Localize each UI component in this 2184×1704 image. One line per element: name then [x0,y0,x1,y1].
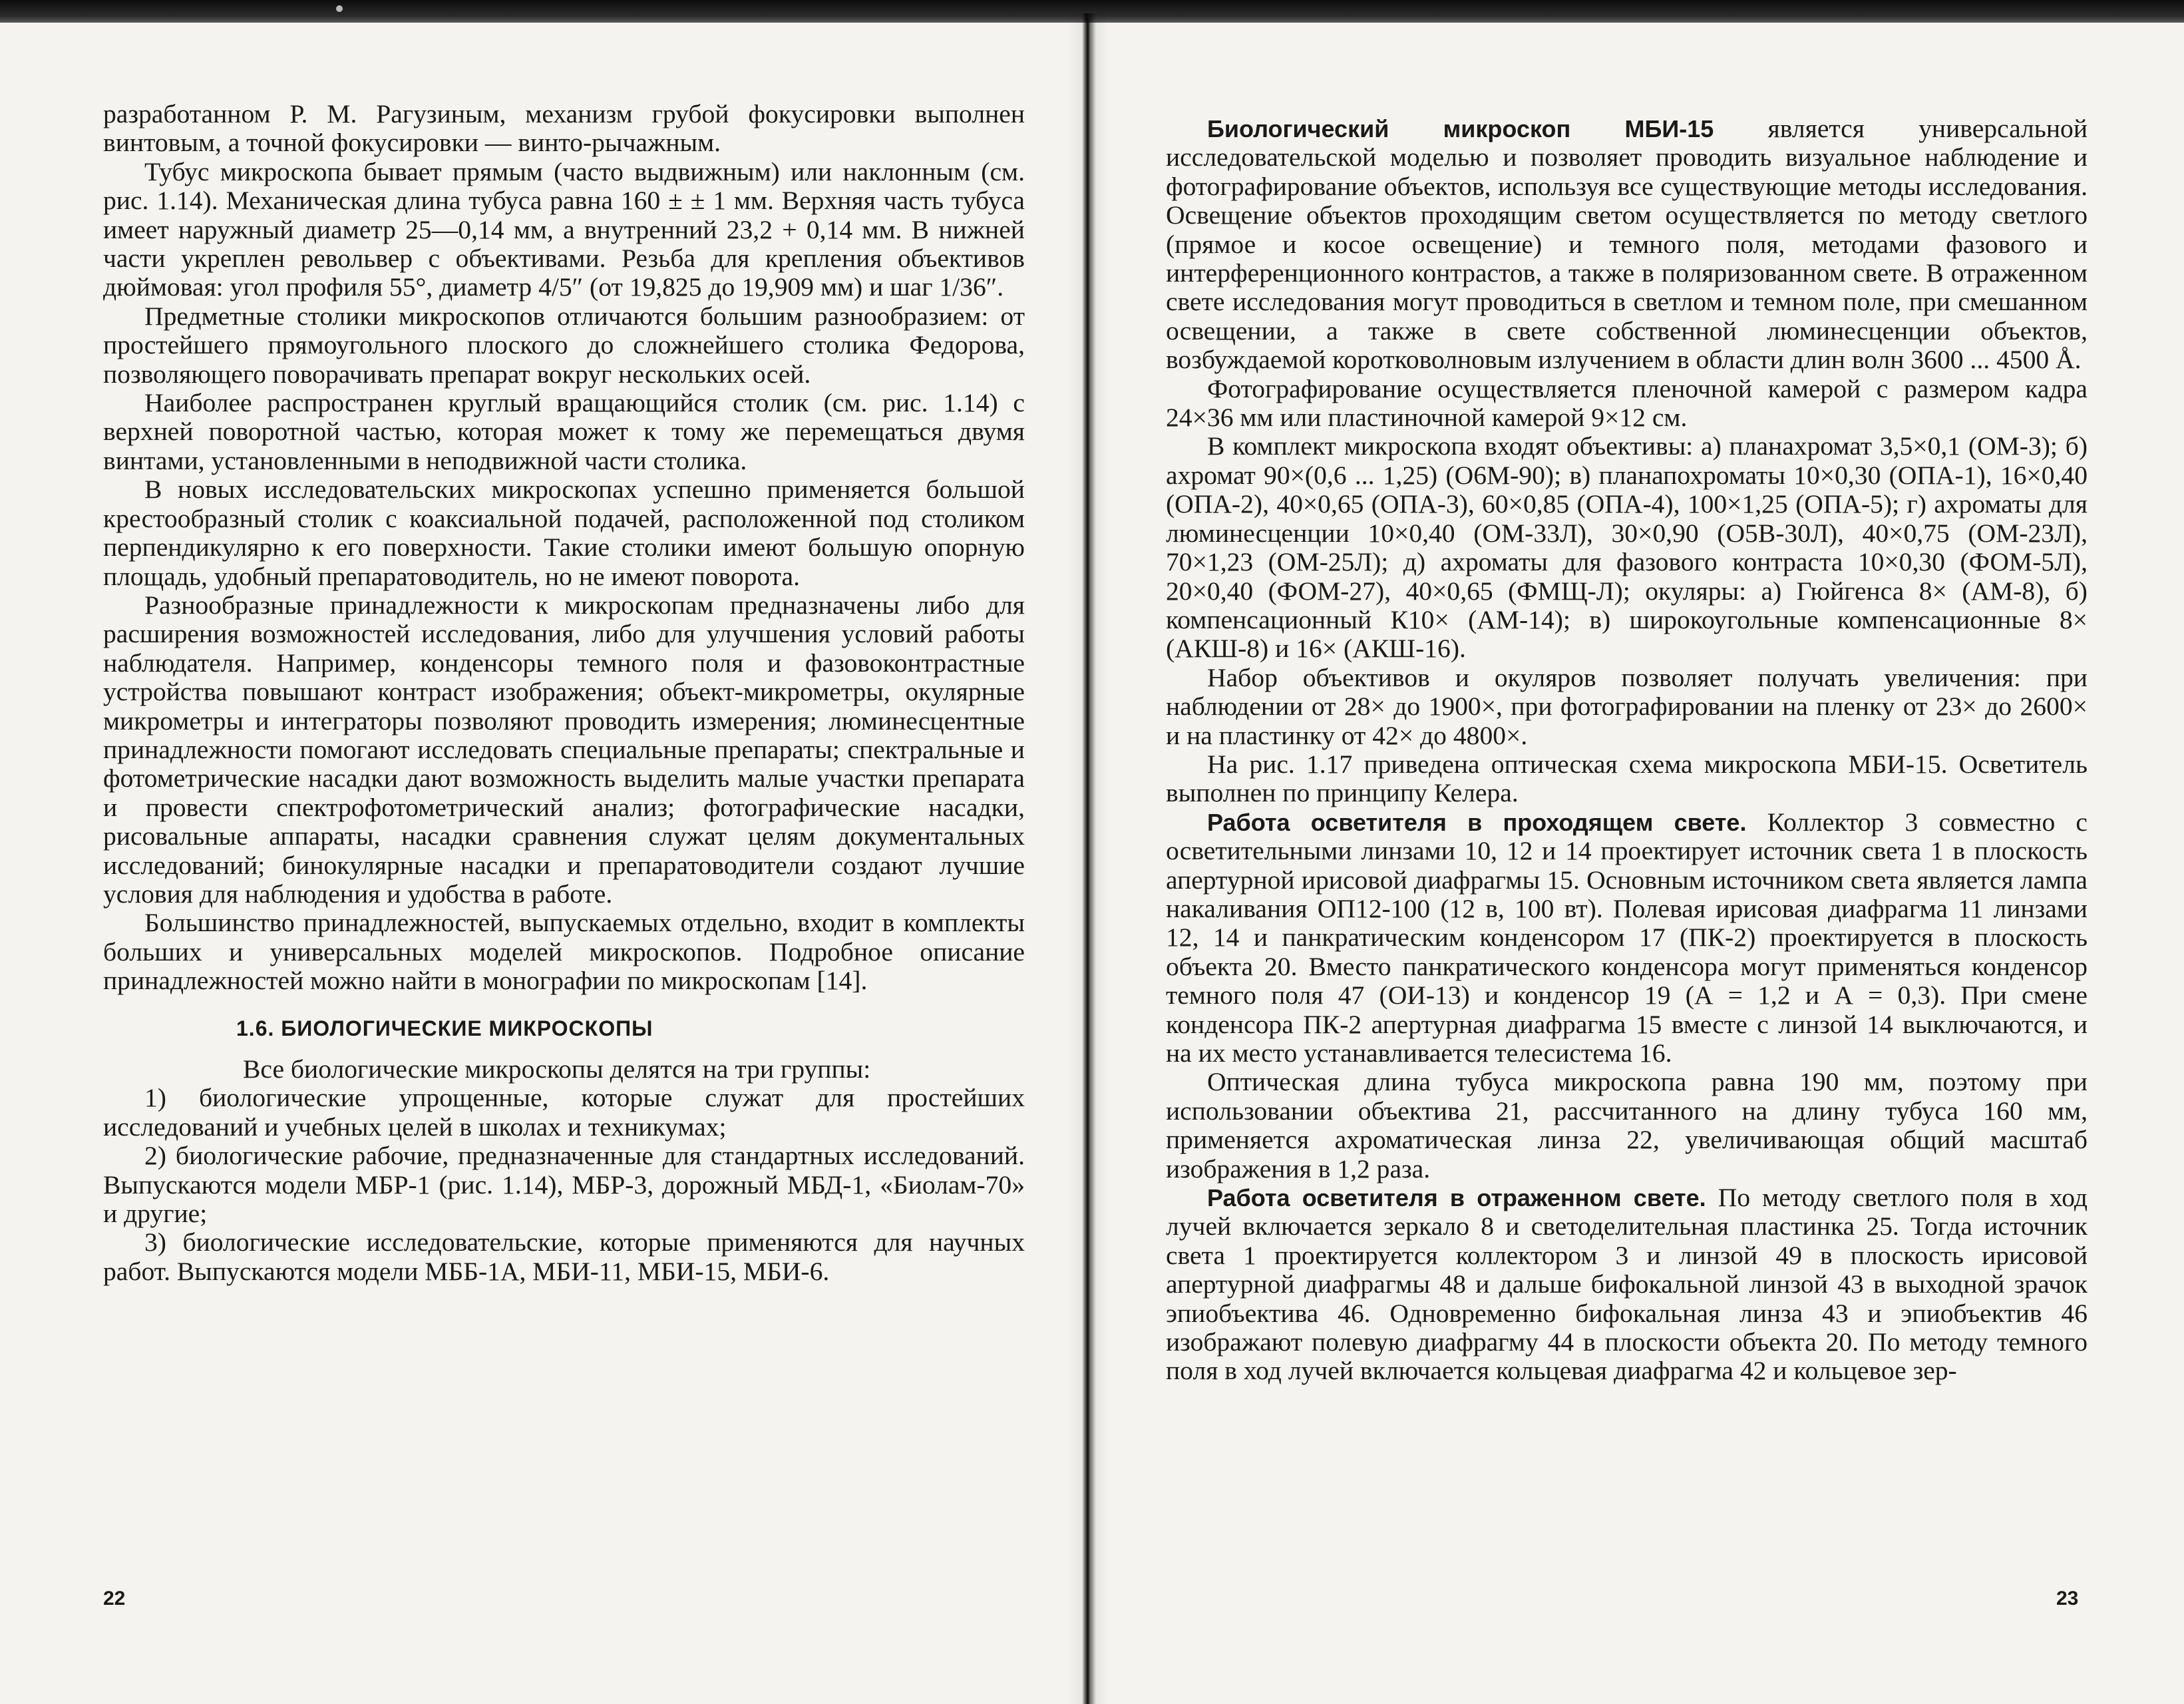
page-number-right: 23 [2056,1588,2079,1609]
mbi15-description: является универсальной исследовательской моделью и позволяет проводить визуальное наблюдение и фотографирование объектов, используя все существующие методы исследования. Освещение объектов проходящим светом осуществляется по методу светлого (прямое и косое освещение) и темного поля, методами фазового и интерференционного контрастов, а также в поляризованном свете. В отраженном свете исследования могут проводиться в светлом и темном поле, при смешанном освещении, а также в свете собственной люминесценции объектов, возбуждаемой коротковолновым излучением в области длин волн 3600 ... 4500 Å. [1166,114,2088,375]
scan-mark [336,5,343,12]
left-paragraph-1: разработанном Р. М. Рагузиным, механизм грубой фокусировки выполнен винтовым, а точной фокусировки — винто-рычажным. [103,99,1025,158]
mbi15-title: Биологический микроскоп МБИ-15 [1207,115,1714,142]
book-spine-gutter [1068,13,1108,1704]
group-2: 2) биологические рабочие, предназначенные для стандартных исследований. Выпускаются модели МБР-1 (рис. 1.14), МБР-3, дорожный МБД-1, «Биолам-70» и другие; [103,1141,1025,1229]
right-paragraph-tube: Оптическая длина тубуса микроскопа равна 190 мм, поэтому при использовании объектива 21, рассчитанного на длину тубуса 160 мм, применяется ахроматическая линза 22, увеличивающая общий масштаб изображения в 1,2 раза. [1166,1067,2088,1183]
reflected-text: По методу светлого поля в ход лучей включается зеркало 8 и светоделительная пластинка 25. Тогда источник света 1 проектируется коллектором 3 и линзой 49 в плоскость ирисовой апертурной диафрагмы 48 и дальше бифокальной линзой 43 в выходной зрачок эпиобъектива 46. Одновременно бифокальная линза 43 и эпиобъектив 46 изображают полевую диафрагму 44 в плоскости объекта 20. По методу темного поля в ход лучей включается кольцевая диафрагма 42 и кольцевое зер- [1166,1183,2088,1386]
right-paragraph-intro [1166,114,2088,375]
group-3: 3) биологические исследовательские, которые применяются для научных работ. Выпускаются модели МББ-1А, МБИ-11, МБИ-15, МБИ-6. [103,1227,1025,1286]
left-paragraph-6: Разнообразные принадлежности к микроскопам предназначены либо для расширения возможностей исследования, либо для улучшения условий работы наблюдателя. Например, конденсоры темного поля и фазовоконтрастные устройства повышают контраст изображения; объект-микрометры, окулярные микрометры и интеграторы позволяют проводить измерения; люминесцентные принадлежности помогают исследовать специальные препараты; спектральные и фотометрические насадки дают возможность выделить малые участки препарата и провести спектрофотометрический анализ; фотографические насадки, рисовальные аппараты, насадки сравнения служат целям документальных исследований; бинокулярные насадки и препаратоводители создают лучшие условия для наблюдения и удобства в работе. [103,590,1025,909]
right-page [1166,114,2088,1386]
transmitted-heading: Работа осветителя в проходящем свете. [1207,808,1747,836]
right-paragraph-kit: В комплект микроскопа входят объективы: а) планахромат 3,5×0,1 (ОМ-3); б) ахромат 90×(0,6 ... 1,25) (О6М-90); в) планапохроматы 10×0,30 (ОПА-1), 16×0,40 (ОПА-2), 40×0,65 (ОПА-3), 60×0,85 (ОПА-4), 100×1,25 (ОПА-5); г) ахроматы для люминесценции 10×0,40 (ОМ-33Л), 30×0,90 (О5В-30Л), 40×0,75 (ОМ-23Л), 70×1,23 (ОМ-25Л); д) ахроматы для фазового контраста 10×0,30 (ФОМ-5Л), 20×0,40 (ФОМ-27), 40×0,65 (ФМЩ-Л); окуляры: а) Гюйгенса 8× (АМ-8), б) компенсационный К10× (АМ-14); в) широкоугольные компенсационные 8× (АКШ-8) и 16× (АКШ-16). [1166,431,2088,664]
left-paragraph-3: Предметные столики микроскопов отличаются большим разнообразием: от простейшего прямоугольного плоского до сложнейшего столика Федорова, позволяющего поворачивать препарат вокруг нескольких осей. [103,301,1025,389]
right-paragraph-scheme: На рис. 1.17 приведена оптическая схема микроскопа МБИ-15. Осветитель выполнен по принципу Келера. [1166,749,2088,808]
right-paragraph-magnification: Набор объективов и окуляров позволяет получать увеличения: при наблюдении от 28× до 1900×, при фотографировании на пленку от 23× до 2600× и на пластинку от 42× до 4800×. [1166,662,2088,750]
left-paragraph-2: Тубус микроскопа бывает прямым (часто выдвижным) или наклонным (см. рис. 1.14). Механическая длина тубуса равна 160 ± ± 1 мм. Верхняя часть тубуса имеет наружный диаметр 25—0,14 мм, а внутренний 23,2 + 0,14 мм. В нижней части укреплен револьвер с объективами. Резьба для крепления объективов дюймовая: угол профиля 55°, диаметр 4/5″ (от 19,825 до 19,909 мм) и шаг 1/36″. [103,156,1025,302]
right-paragraph-photo: Фотографирование осуществляется пленочной камерой с размером кадра 24×36 мм или пластиночной камерой 9×12 см. [1166,373,2088,433]
groups-intro: Все биологические микроскопы делятся на три группы: [243,1054,871,1084]
transmitted-text: Коллектор 3 совместно с осветительными линзами 10, 12 и 14 проектирует источник света 1 в плоскость апертурной ирисовой диафрагмы 15. Основным источником света является лампа накаливания ОП12-100 (12 в, 100 вт). Полевая ирисовая диафрагма 11 линзами 12, 14 и панкратическим конденсором 17 (ПК-2) проектируется в плоскость объекта 20. Вместо панкратического конденсора могут применяться конденсор темного поля 47 (ОИ-13) и конденсор 19 (А = 1,2 и А = 0,3). При смене конденсора ПК-2 апертурная диафрагма 15 вместе с линзой 14 выключаются, и на их место устанавливается телесистема 16. [1166,807,2088,1068]
page-number-left: 22 [103,1588,126,1609]
right-paragraph-reflected [1166,1183,2088,1386]
left-page [103,100,1025,1286]
group-1: 1) биологические упрощенные, которые служат для простейших исследований и учебных целей в школах и техникумах; [103,1083,1025,1142]
left-paragraph-4: Наиболее распространен круглый вращающийся столик (см. рис. 1.14) с верхней поворотной частью, которая может к тому же перемещаться двумя винтами, установленными в неподвижной части столика. [103,388,1025,475]
left-paragraph-7: Большинство принадлежностей, выпускаемых отдельно, входит в комплекты больших и универсальных моделей микроскопов. Подробное описание принадлежностей можно найти в монографии по микроскопам [14]. [103,908,1025,996]
section-heading: 1.6. БИОЛОГИЧЕСКИЕ МИКРОСКОПЫ [236,1016,653,1040]
left-paragraph-5: В новых исследовательских микроскопах успешно применяется большой крестообразный столик с коаксиальной подачей, расположенной под столиком перпендикулярно к его поверхности. Такие столики имеют большую опорную площадь, удобный препаратоводитель, но не имеют поворота. [103,475,1025,591]
right-paragraph-transmitted [1166,808,2088,1068]
reflected-heading: Работа осветителя в отраженном свете. [1207,1184,1706,1212]
